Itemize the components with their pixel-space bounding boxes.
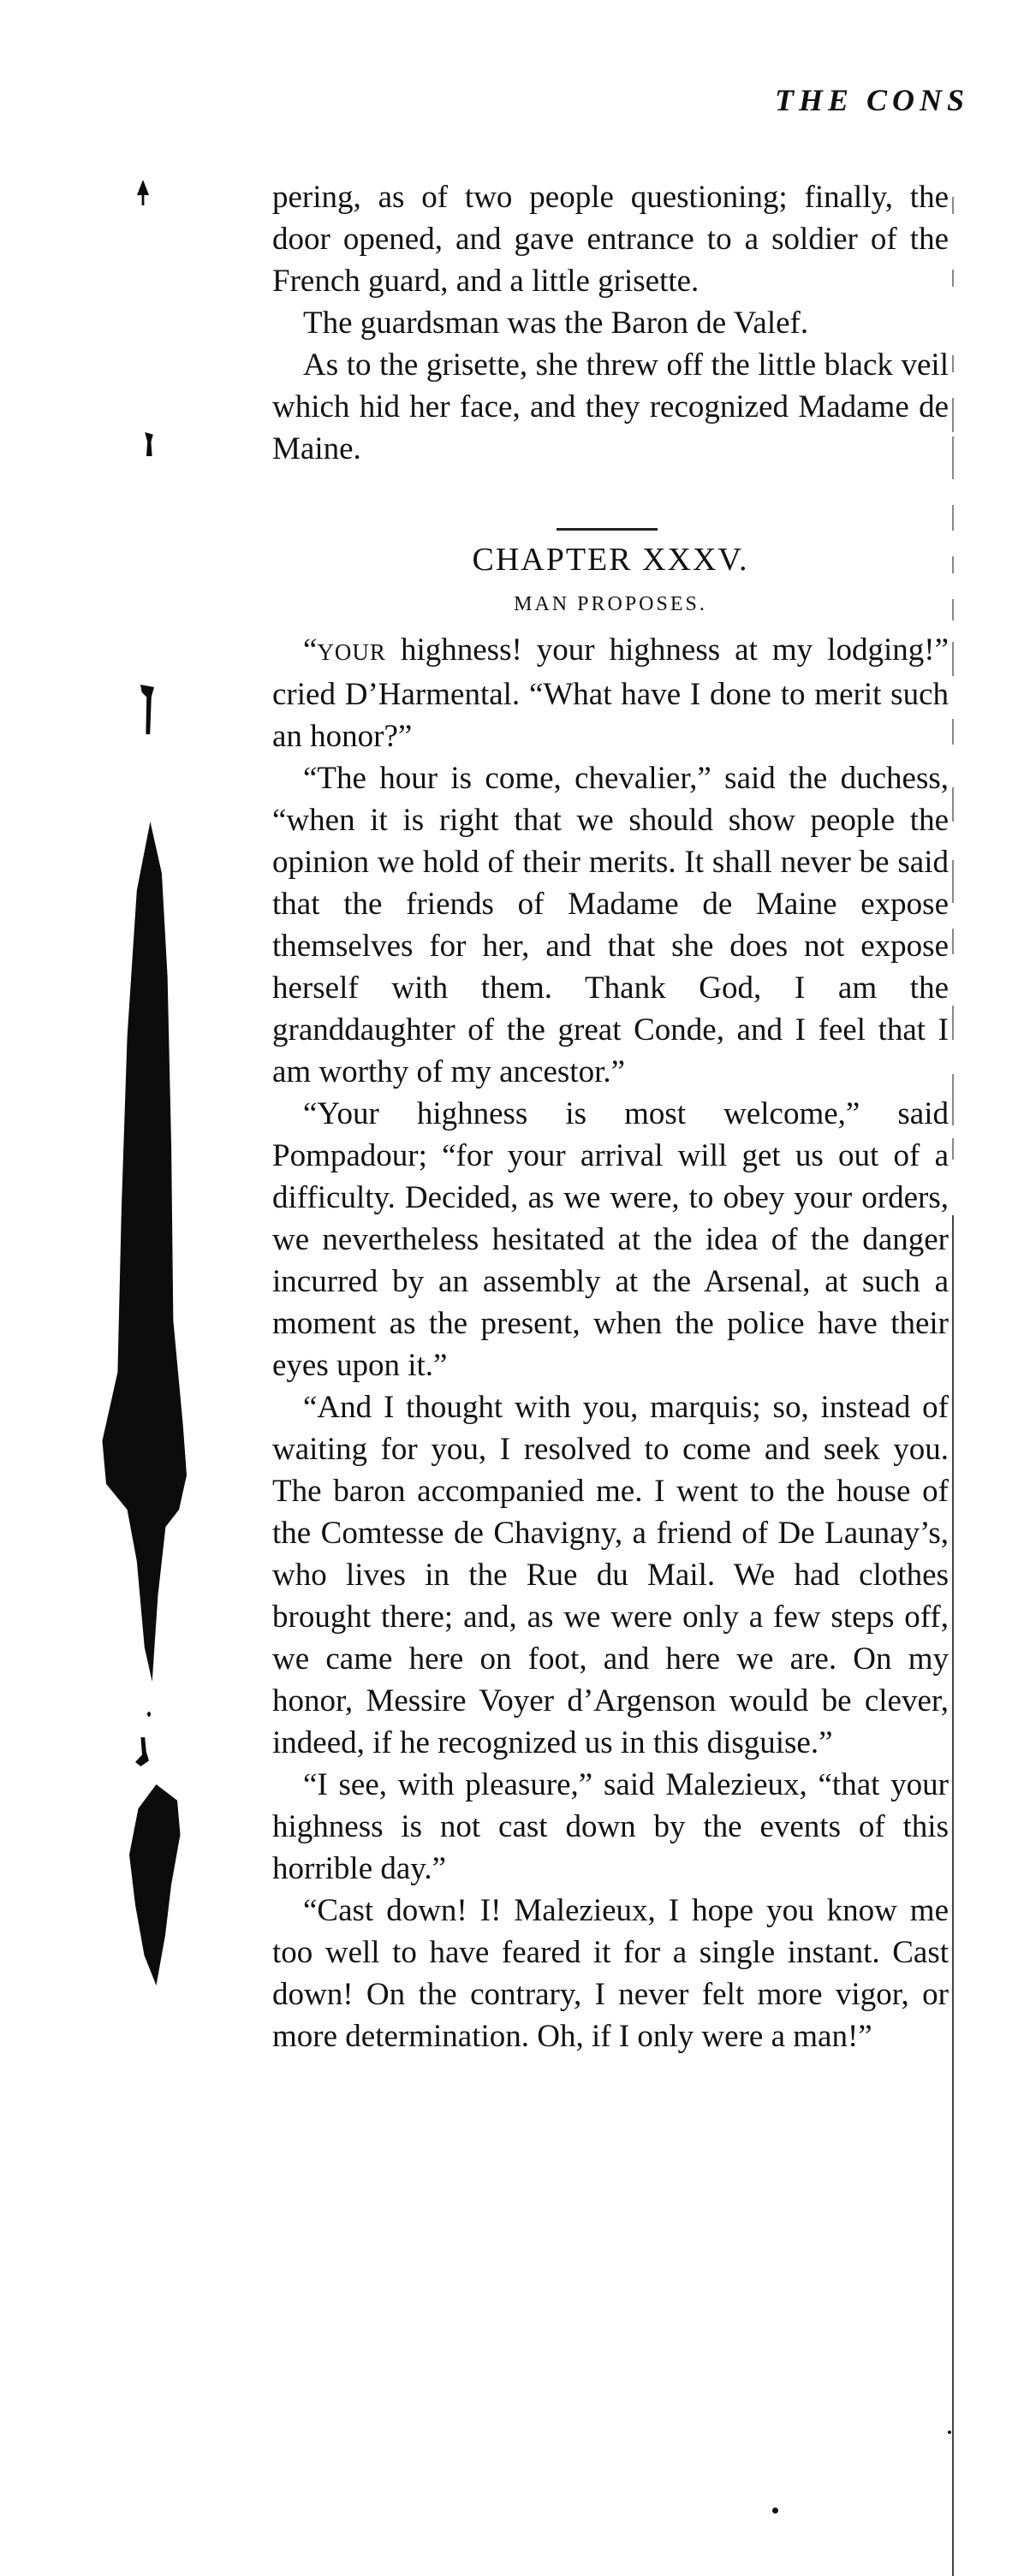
opening-paragraph-text: highness! your highness at my lodging!” cried D’Harmental. “What have I done to merit such an honor?” — [272, 632, 949, 754]
column-rule — [952, 398, 954, 432]
opening-paragraph — [272, 629, 949, 757]
column-rule — [952, 436, 954, 479]
page-speck — [772, 2508, 778, 2514]
margin-ink-mark — [140, 685, 154, 734]
column-rule — [952, 270, 954, 287]
column-rule — [952, 197, 954, 214]
column-rule — [952, 599, 954, 620]
paragraph: pering, as of two people questioning; finally, the door opened, and gave entrance to a soldier of the French guard, and a little grisette. — [272, 180, 949, 299]
chapter-subtitle: MAN PROPOSES. — [514, 593, 707, 615]
column-rule — [952, 355, 954, 372]
running-head: THE CONS — [775, 83, 970, 117]
margin-ink-mark — [137, 180, 149, 205]
column-rule — [952, 1074, 954, 1125]
column-rule — [952, 642, 954, 676]
column-rule — [952, 1215, 954, 2576]
column-rule — [952, 929, 954, 954]
small-caps-lead: YOUR — [317, 639, 386, 665]
margin-ink-smear — [98, 822, 194, 1682]
paragraph: As to the grisette, she threw off the little black veil which hid her face, and they recognized Madame de Maine. — [272, 347, 949, 466]
paragraph: “And I thought with you, marquis; so, instead of waiting for you, I resolved to come and seek you. The baron accompanied me. I went to the house of the Comtesse de Chavigny, a friend of De Launay’s, who lives in the Rue du Mail. We had clothes brought there; and, as we were only a few steps off, we came here on foot, and here we are. On my honor, Messire Voyer d’Argenson would be clever, indeed, if he recognized us in this disguise.” — [272, 1390, 949, 1760]
margin-ink-mark — [144, 432, 154, 456]
column-rule — [952, 505, 954, 531]
column-rule — [952, 556, 954, 573]
margin-speck — [147, 1712, 151, 1717]
margin-ink-smear — [123, 1784, 183, 1985]
chapter-body — [272, 629, 949, 2057]
previous-chapter-text — [272, 176, 949, 470]
chapter-divider — [557, 528, 658, 531]
column-rule — [952, 1138, 954, 1160]
margin-ink-mark — [135, 1737, 149, 1766]
opening-quote: “ — [303, 632, 318, 668]
paragraph: “The hour is come, chevalier,” said the duchess, “when it is right that we should show people the opinion we hold of their merits. It shall never be said that the friends of Madame de Maine expose themselves for her, and that she does not expose herself with them. Thank God, I am the granddaughter of the great Conde, and I feel that I am worthy of my ancestor.” — [272, 761, 949, 1089]
paragraph: “Your highness is most welcome,” said Pompadour; “for your arrival will get us out of a difficulty. Decided, as we were, to obey your orders, we nevertheless hesitated at the idea of the danger incurred by an assembly at the Arsenal, at such a moment as the present, when the police have their eyes upon it.” — [272, 1096, 949, 1383]
column-rule — [952, 719, 954, 745]
paragraph: The guardsman was the Baron de Valef. — [303, 306, 809, 341]
column-rule — [952, 787, 954, 822]
chapter-title: CHAPTER XXXV. — [472, 542, 749, 578]
paragraph: “I see, with pleasure,” said Malezieux, “that your highness is not cast down by the events of this horrible day.” — [272, 1767, 949, 1886]
column-rule — [952, 860, 954, 903]
column-rule — [952, 1006, 954, 1040]
paragraph: “Cast down! I! Malezieux, I hope you know me too well to have feared it for a single instant. Cast down! On the contrary, I never felt more vigor, or more determination. Oh, if I only were a man!” — [272, 1893, 949, 2054]
page-speck — [948, 2431, 951, 2434]
